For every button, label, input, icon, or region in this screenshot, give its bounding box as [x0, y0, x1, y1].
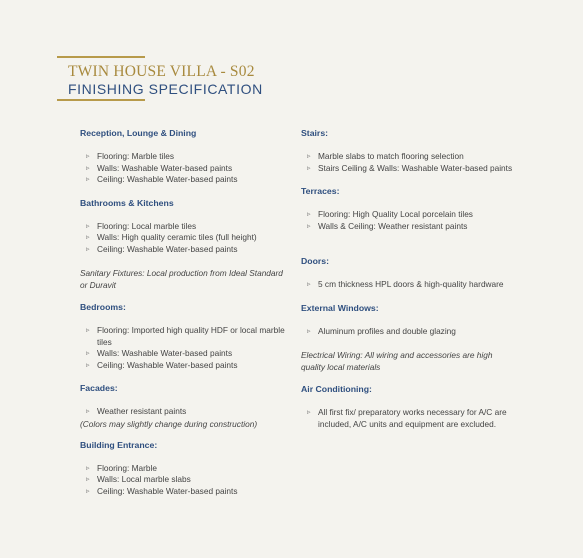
list-entrance — [80, 463, 292, 498]
section-title-doors: Doors: — [301, 256, 329, 266]
bullet-icon: ▹ — [86, 464, 90, 472]
list-item: ▹ Flooring: Local marble tiles — [86, 220, 197, 231]
section-title-ac: Air Conditioning: — [301, 384, 372, 394]
bullet-icon: ▹ — [86, 222, 90, 230]
list-bedrooms — [80, 325, 292, 371]
facades-note: (Colors may slightly change during construction) — [80, 418, 258, 429]
bullet-icon: ▹ — [86, 476, 90, 483]
section-title-windows: External Windows: — [301, 302, 379, 313]
section-title-facades: Facades: — [80, 383, 118, 393]
title-rule-bottom — [57, 99, 145, 101]
list-item: ▹ Flooring: High Quality Local porcelain tiles — [307, 209, 473, 219]
list-bathrooms — [80, 221, 292, 256]
bullet-icon: ▹ — [307, 327, 311, 335]
list-item: ▹ Ceiling: Washable Water-based paints — [86, 174, 238, 184]
list-item: ▹ 5 cm thickness HPL doors & high-quality hardware — [307, 279, 504, 289]
list-item: ▹ Walls: Washable Water-based paints — [86, 348, 233, 358]
list-windows — [301, 326, 513, 338]
list-item: ▹ Walls & Ceiling: Weather resistant paints — [307, 220, 468, 231]
list-item: ▹ Walls: High quality ceramic tiles (full height) — [86, 232, 257, 242]
list-item: ▹ All first fix/ preparatory works necessary for A/C are included, A/C units and equipment are excluded. — [307, 407, 507, 429]
page-title: TWIN HOUSE VILLA - S02 — [68, 63, 255, 80]
list-item: ▹ Weather resistant paints — [86, 406, 187, 416]
bullet-icon: ▹ — [86, 327, 90, 334]
section-title-bedrooms: Bedrooms: — [80, 302, 126, 312]
list-doors — [301, 279, 513, 291]
list-facades — [80, 406, 292, 418]
wiring-note: Electrical Wiring: All wiring and accessories are high quality local materials — [301, 350, 493, 372]
list-item: ▹ Flooring: Marble tiles — [86, 151, 175, 161]
section-title-bathrooms: Bathrooms & Kitchens — [80, 197, 174, 208]
bullet-icon: ▹ — [307, 409, 311, 416]
list-item: ▹ Ceiling: Washable Water-based paints — [86, 243, 238, 254]
bullet-icon: ▹ — [307, 281, 311, 288]
bullet-icon: ▹ — [307, 222, 311, 230]
bullet-icon: ▹ — [86, 153, 90, 160]
list-item: ▹ Walls: Local marble slabs — [86, 474, 191, 484]
page-subtitle: FINISHING SPECIFICATION — [68, 81, 263, 97]
right-column — [301, 128, 513, 430]
list-item: ▹ Walls: Washable Water-based paints — [86, 162, 233, 173]
list-item: ▹ Marble slabs to match flooring selection — [307, 151, 464, 161]
list-reception — [80, 151, 292, 186]
title-rule-top — [57, 56, 145, 58]
bullet-icon: ▹ — [86, 408, 90, 415]
section-title-reception: Reception, Lounge & Dining — [80, 128, 197, 138]
bullet-icon: ▹ — [86, 487, 90, 495]
section-title-terraces: Terraces: — [301, 186, 340, 196]
bullet-icon: ▹ — [86, 361, 90, 369]
bullet-icon: ▹ — [86, 234, 90, 241]
section-title-entrance: Building Entrance: — [80, 439, 158, 450]
bullet-icon: ▹ — [307, 153, 311, 160]
list-item: ▹ Flooring: Imported high quality HDF or local marble tiles — [86, 325, 285, 347]
list-item: ▹ Flooring: Marble — [86, 462, 157, 473]
bullet-icon: ▹ — [86, 245, 90, 253]
list-terraces — [301, 209, 513, 232]
list-item: ▹ Ceiling: Washable Water-based paints — [86, 359, 238, 370]
list-item: ▹ Stairs Ceiling & Walls: Washable Water-based paints — [307, 162, 513, 173]
left-column — [80, 128, 292, 497]
list-item: ▹ Ceiling: Washable Water-based paints — [86, 485, 238, 496]
bullet-icon: ▹ — [307, 211, 311, 218]
bullet-icon: ▹ — [86, 164, 90, 172]
sanitary-note: Sanitary Fixtures: Local production from Ideal Standard or Duravit — [80, 268, 283, 290]
list-item: ▹ Aluminum profiles and double glazing — [307, 325, 456, 336]
list-stairs — [301, 151, 513, 174]
section-title-stairs: Stairs: — [301, 128, 329, 138]
bullet-icon: ▹ — [307, 164, 311, 172]
list-ac — [301, 407, 513, 430]
bullet-icon: ▹ — [86, 176, 90, 183]
bullet-icon: ▹ — [86, 350, 90, 357]
